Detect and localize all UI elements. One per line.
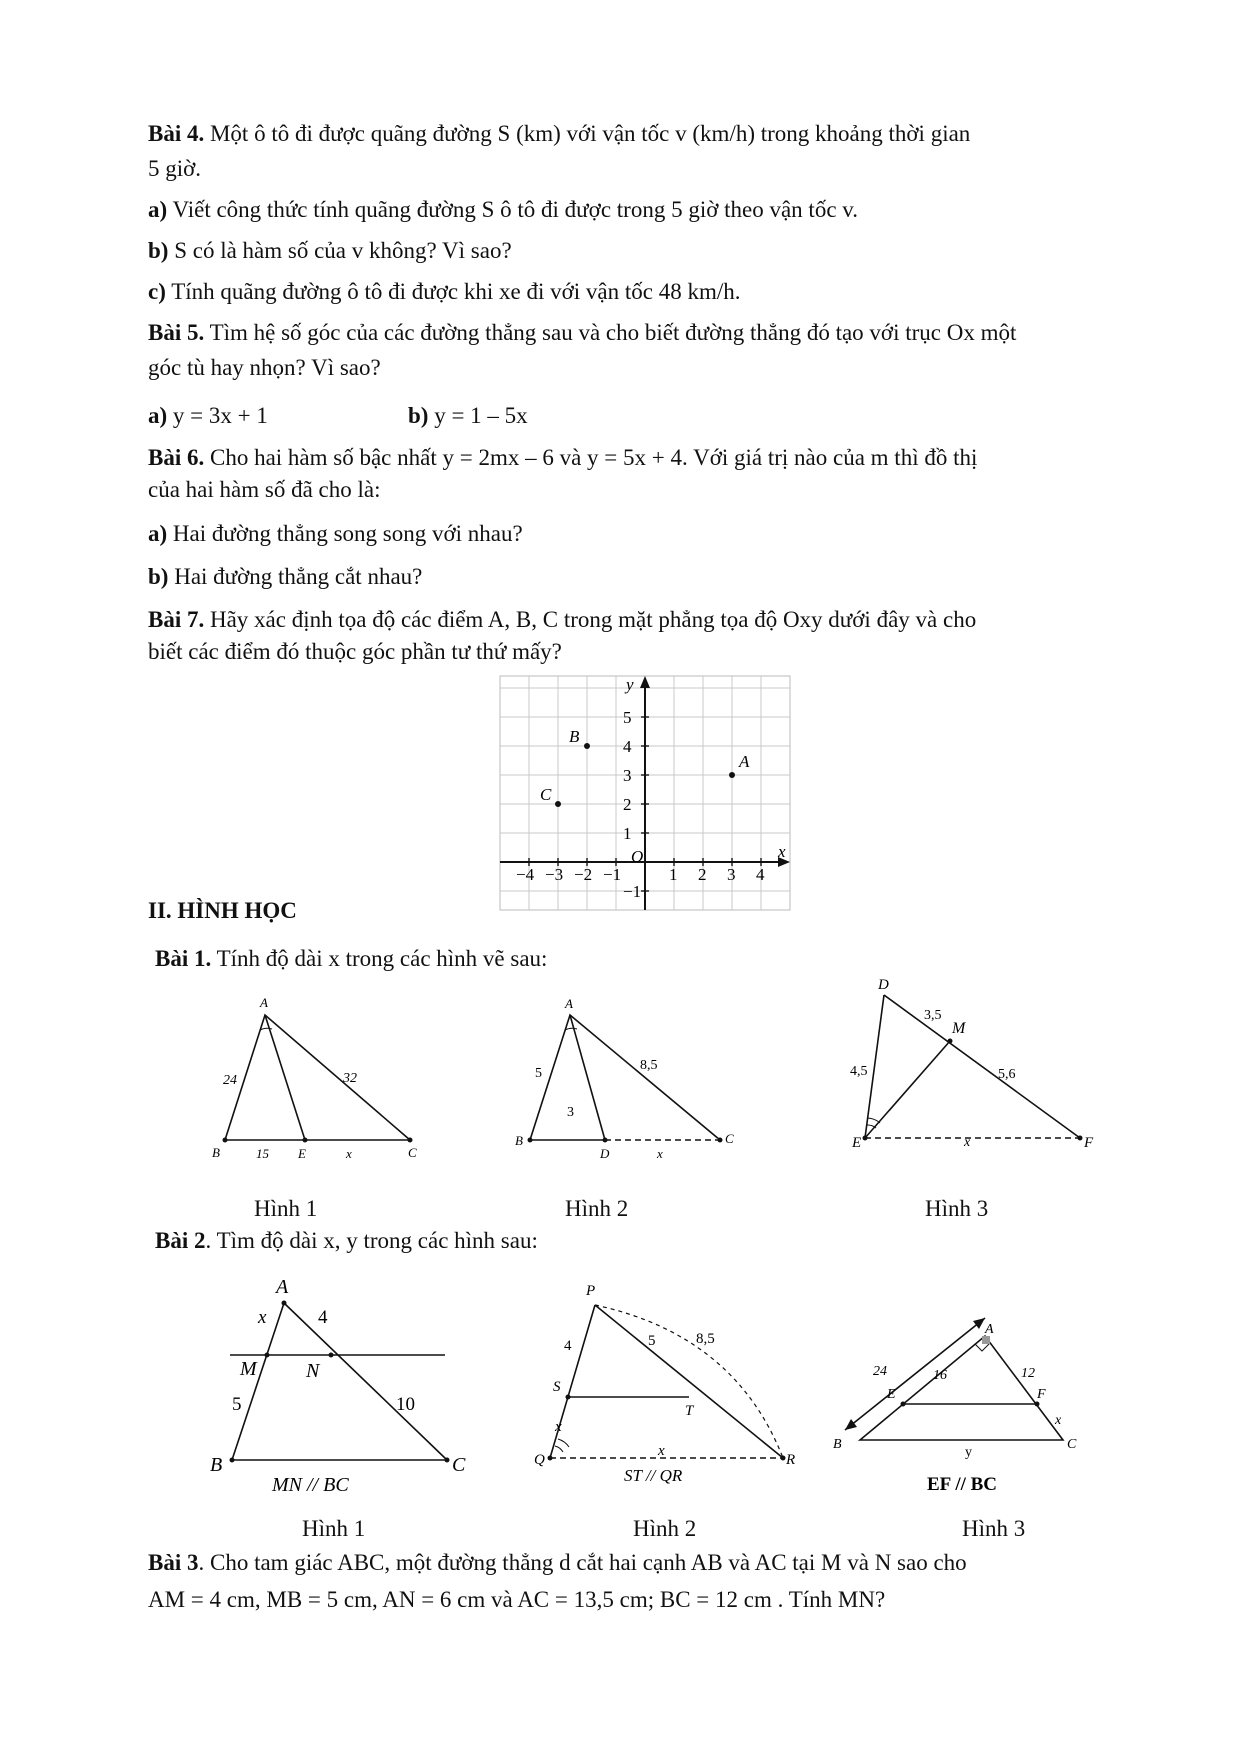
b1f2-angle-mark — [565, 1028, 577, 1030]
coordinate-graph — [500, 676, 790, 910]
b2f1-label-A: A — [276, 1276, 289, 1298]
hh-bai1-label: Bài 1. — [155, 946, 212, 971]
b2f3-BC: y — [965, 1445, 972, 1460]
hh-bai3-line2: AM = 4 cm, MB = 5 cm, AN = 6 cm và AC = 13,5 cm; BC = 12 cm . Tính MN? — [148, 1587, 886, 1612]
b2f2-note: ST // QR — [624, 1466, 683, 1485]
y-tick-label: 5 — [623, 708, 632, 727]
bai5-line2: góc tù hay nhọn? Vì sao? — [148, 355, 381, 380]
b2f3-right-angle — [975, 1343, 990, 1351]
b1f2-AC: 8,5 — [640, 1058, 658, 1073]
section-title: II. HÌNH HỌC — [148, 898, 297, 923]
point-label-A: A — [739, 752, 750, 771]
hh-bai3-text1: . Cho tam giác ABC, một đường thẳng d cắt hai cạnh AB và AC tại M và N sao cho — [198, 1550, 967, 1575]
bai7-line2: biết các điểm đó thuộc góc phần tư thứ mấy? — [148, 639, 562, 664]
b2f2-angle-mark-2 — [555, 1446, 563, 1452]
x-tick-label: −3 — [545, 865, 564, 884]
bai4-b — [148, 237, 512, 265]
b2f1-MB: 5 — [232, 1394, 242, 1415]
hh-bai2-label: Bài 2 — [155, 1228, 206, 1253]
y-tick-label: 3 — [623, 766, 632, 785]
bai5-a — [148, 402, 268, 430]
b1f3-point-F — [1078, 1136, 1083, 1141]
b2f3-AE: 16 — [933, 1368, 947, 1383]
b2f2-PS: 4 — [564, 1338, 572, 1354]
b2f2-PR — [595, 1305, 783, 1458]
y-tick-label: 4 — [623, 737, 632, 756]
x-axis-label: x — [778, 842, 786, 861]
b1f3-label-D: D — [878, 977, 889, 993]
b1-caption-2: Hình 2 — [565, 1196, 629, 1221]
b2-figure-2 — [520, 1275, 800, 1505]
b1f1-point-B — [223, 1138, 228, 1143]
b2-figure-3 — [825, 1300, 1095, 1500]
bai4-a-text: Viết công thức tính quãng đường S ô tô đi được trong 5 giờ theo vận tốc v. — [167, 197, 859, 222]
b1f2-label-D: D — [600, 1146, 610, 1161]
bai5-b — [408, 402, 528, 430]
x-tick-label: −4 — [516, 865, 535, 884]
b1f1-label-C: C — [408, 1145, 417, 1160]
b2f3-FC: x — [1055, 1413, 1062, 1428]
b1f2-BD: 3 — [567, 1105, 574, 1120]
b1f2-label-A: A — [565, 996, 573, 1011]
y-tick-label: 2 — [623, 795, 632, 814]
b1f2-label-C: C — [725, 1131, 734, 1146]
x-tick-label: 2 — [698, 865, 707, 884]
b1f1-EC: x — [346, 1146, 352, 1161]
origin-label: O — [631, 847, 644, 866]
bai5-line1 — [148, 319, 1016, 347]
hh-bai3-label: Bài 3 — [148, 1550, 199, 1575]
b2f2-point-S — [566, 1395, 571, 1400]
b1f2-point-D — [603, 1138, 608, 1143]
b1f1-label-A: A — [260, 995, 268, 1010]
bai4-text1: Một ô tô đi được quãng đường S (km) với vận tốc v (km/h) trong khoảng thời gian — [204, 121, 971, 146]
b1f1-label-E: E — [298, 1146, 306, 1161]
b2f2-label-Q: Q — [534, 1452, 545, 1468]
b2f1-point-C — [445, 1458, 450, 1463]
bai4-a-label: a) — [148, 197, 168, 222]
b1f3-label-E: E — [852, 1135, 862, 1151]
b2-caption-2: Hình 2 — [633, 1516, 697, 1541]
b2f3-AB: 24 — [873, 1364, 887, 1379]
b2f2-label-R: R — [786, 1452, 796, 1468]
y-axis-label: y — [626, 675, 634, 694]
bai5-a-text: y = 3x + 1 — [167, 403, 268, 428]
bai6-a — [148, 520, 523, 548]
b2f2-SQ: x — [555, 1419, 562, 1435]
b2f1-label-M: M — [240, 1358, 257, 1380]
bai6-b-text: Hai đường thẳng cắt nhau? — [168, 564, 423, 589]
bai5-a-label: a) — [148, 403, 168, 428]
x-tick-label: −2 — [574, 865, 593, 884]
b1-caption-1: Hình 1 — [254, 1196, 318, 1221]
b2-figure-1 — [200, 1275, 466, 1496]
b2f1-point-M — [265, 1353, 270, 1358]
bai5-text1: Tìm hệ số góc của các đường thẳng sau và cho biết đường thẳng đó tạo với trục Ox một — [204, 320, 1017, 345]
b1f3-DF — [884, 995, 1080, 1138]
b1f2-point-C — [718, 1138, 723, 1143]
b2f1-note: MN // BC — [272, 1474, 349, 1496]
b1f2-DC: x — [657, 1146, 663, 1161]
point-B — [584, 743, 590, 749]
hh-bai2-text: . Tìm độ dài x, y trong các hình sau: — [205, 1228, 538, 1253]
x-tick-label: 3 — [727, 865, 736, 884]
b2f1-AM: x — [258, 1307, 267, 1328]
b2f2-label-S: S — [553, 1379, 561, 1395]
bai4-a — [148, 196, 858, 224]
b2f3-arrow-A — [973, 1318, 985, 1329]
x-tick-label: 1 — [669, 865, 678, 884]
b1f3-label-M: M — [952, 1020, 966, 1037]
x-tick-label: 4 — [756, 865, 765, 884]
b2f3-point-E — [901, 1402, 906, 1407]
b2f2-angle-mark-1 — [558, 1439, 569, 1447]
b1f1-point-C — [408, 1138, 413, 1143]
bai4-line1 — [148, 120, 970, 148]
b2f3-label-F: F — [1037, 1387, 1046, 1402]
bai6-line2: của hai hàm số đã cho là: — [148, 477, 381, 502]
b1f3-DE — [865, 995, 884, 1138]
b2f2-PR-len: 8,5 — [696, 1331, 715, 1347]
bai6-line1 — [148, 444, 977, 472]
b1f2-bisector — [570, 1015, 605, 1140]
bai6-b-label: b) — [148, 564, 169, 589]
b1f1-triangle — [225, 1015, 410, 1140]
b2f3-label-A: A — [985, 1322, 994, 1337]
hh-bai2-line — [155, 1227, 538, 1255]
b1f1-AC: 32 — [343, 1071, 357, 1086]
y-tick-label: −1 — [623, 882, 642, 901]
b2-caption-1: Hình 1 — [302, 1516, 366, 1541]
hh-bai1-text: Tính độ dài x trong các hình vẽ sau: — [211, 946, 548, 971]
b1f3-EM — [865, 1041, 950, 1138]
b2f3-point-F — [1035, 1402, 1040, 1407]
b1f2-label-B: B — [515, 1133, 523, 1148]
b2-caption-3: Hình 3 — [962, 1516, 1026, 1541]
bai4-c-label: c) — [148, 279, 166, 304]
b1f3-MF: 5,6 — [998, 1067, 1016, 1082]
bai6-label: Bài 6. — [148, 445, 205, 470]
b2f3-AF: 12 — [1021, 1366, 1035, 1381]
bai4-c — [148, 278, 740, 306]
b2f1-AN: 4 — [318, 1307, 328, 1328]
b1f1-BE: 15 — [256, 1146, 269, 1161]
bai5-label: Bài 5. — [148, 320, 205, 345]
b1f2-AB: 5 — [535, 1066, 542, 1081]
hh-bai1-line — [155, 945, 547, 973]
b1f3-EF: x — [964, 1135, 971, 1150]
b2f3-right-angle-fill — [982, 1336, 990, 1344]
point-A — [729, 772, 735, 778]
b2f1-label-N: N — [306, 1360, 320, 1382]
bai7-label: Bài 7. — [148, 607, 205, 632]
b2f3-label-E: E — [887, 1387, 896, 1402]
b1-figure-3 — [840, 975, 1100, 1175]
b1f3-label-F: F — [1084, 1135, 1094, 1151]
b2f2-QR-len: x — [658, 1443, 665, 1459]
bai4-b-text: S có là hàm số của v không? Vì sao? — [168, 238, 512, 263]
b1-caption-3: Hình 3 — [925, 1196, 989, 1221]
b2f3-label-C: C — [1067, 1437, 1077, 1452]
b2f2-label-T: T — [685, 1403, 694, 1419]
b1f1-AB: 24 — [223, 1073, 237, 1088]
point-C — [555, 801, 561, 807]
b2f1-point-B — [230, 1458, 235, 1463]
b1f3-point-M — [948, 1039, 953, 1044]
b1f1-point-E — [303, 1138, 308, 1143]
bai7-line1 — [148, 606, 976, 634]
b2f1-label-B: B — [210, 1454, 223, 1476]
bai7-text1: Hãy xác định tọa độ các điểm A, B, C trong mặt phẳng tọa độ Oxy dưới đây và cho — [204, 607, 977, 632]
bai4-label: Bài 4. — [148, 121, 205, 146]
point-label-B: B — [569, 727, 580, 746]
bai5-b-text: y = 1 – 5x — [428, 403, 528, 428]
bai6-text1: Cho hai hàm số bậc nhất y = 2mx – 6 và y = 5x + 4. Với giá trị nào của m thì đồ thị — [204, 445, 978, 470]
b1f3-DE-len: 4,5 — [850, 1064, 868, 1079]
bai6-a-text: Hai đường thẳng song song với nhau? — [167, 521, 523, 546]
b1f2-point-B — [528, 1138, 533, 1143]
b2f3-BA — [845, 1318, 985, 1430]
b1-figure-2 — [505, 990, 745, 1170]
b2f3-arrow-B — [845, 1419, 857, 1430]
bai5-b-label: b) — [408, 403, 429, 428]
b2f2-label-P: P — [586, 1283, 596, 1299]
b2f2-point-Q — [548, 1456, 553, 1461]
b1f1-label-B: B — [212, 1145, 220, 1160]
b1f3-point-E — [863, 1136, 868, 1141]
bai4-b-label: b) — [148, 238, 169, 263]
b2f1-point-A — [282, 1301, 287, 1306]
b2f1-point-N — [329, 1353, 334, 1358]
b2f2-PT: 5 — [648, 1333, 656, 1349]
b1f1-bisector — [265, 1015, 305, 1140]
x-tick-label: −1 — [603, 865, 622, 884]
b2f3-label-B: B — [833, 1437, 842, 1452]
bai4-line2: 5 giờ. — [148, 156, 202, 181]
b1f3-DM: 3,5 — [924, 1008, 942, 1023]
y-tick-label: 1 — [623, 824, 632, 843]
b1f2-triangle — [530, 1015, 720, 1140]
b1-figure-1 — [200, 995, 430, 1170]
b2f1-NC: 10 — [396, 1394, 415, 1415]
bai4-c-text: Tính quãng đường ô tô đi được khi xe đi với vận tốc 48 km/h. — [165, 279, 741, 304]
b2f3-note: EF // BC — [927, 1474, 998, 1495]
b1f3-angle-mark-2 — [867, 1125, 876, 1128]
point-label-C: C — [540, 785, 552, 804]
bai6-b — [148, 563, 422, 591]
bai6-a-label: a) — [148, 521, 168, 546]
hh-bai3-line1 — [148, 1549, 967, 1577]
b2f2-point-R — [781, 1456, 786, 1461]
b2f1-label-C: C — [452, 1454, 466, 1476]
